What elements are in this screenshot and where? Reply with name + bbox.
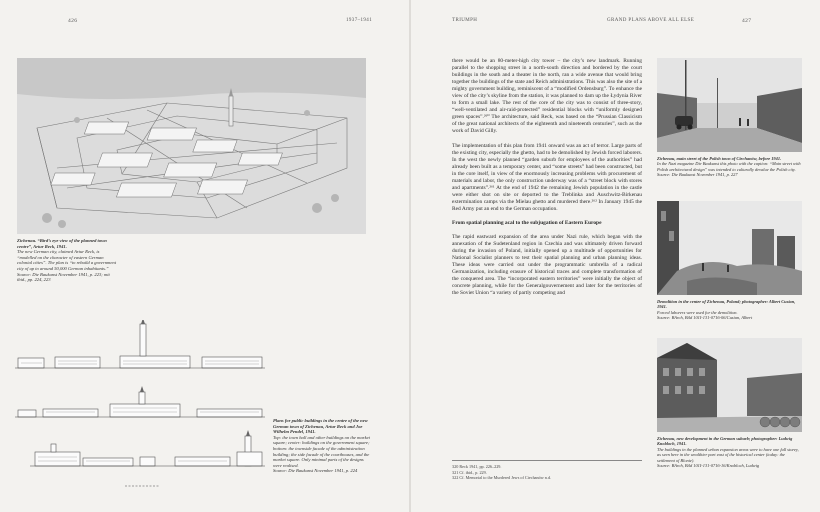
street-photo [657, 58, 802, 152]
new-development-photo-caption-title: Zichenau, new development in the German suburb; photographer: Ludwig Knobloch, 1941. [657, 436, 793, 447]
left-running-head: 1937–1941 [346, 18, 373, 23]
new-development-photo [657, 338, 802, 432]
body-paragraph: The implementation of this plan from 1941 onward was an act of terror. Large parts of the existing city, especially the ghetto, had to be demolished by Jewish forced laborers. In the west the newly planned “garden suburb for employees of the authorities” had already been built as a temporary center, and “some streets” had been constructed, but in the core itself, in view of the enormously increasing problems with procurement of materials and labor, the only construction underway was of a “street block with stores and apartments”.²⁶¹ At the end of 1942 the remaining Jewish population in the castle were either shot on site or deported to the Treblinka and Auschwitz-Birkenau extermination camps via the Mielau ghetto and murdered there.²⁶² In January 1945 the Red Army put an end to the German occupation. [452, 142, 642, 212]
new-development-photo-caption-body: The buildings in the planned urban expansion areas were to have one full storey, as seen here in the wealthier part east of the historical center (today: the settlement of Blonie). [657, 446, 799, 463]
footnotes [452, 460, 642, 481]
footnote: 320 Reck 1941, pp. 226–229. [452, 464, 502, 469]
left-page-number: 426 [68, 18, 78, 24]
rendering-caption-title: Zichenau. “Bird’s eye view of the planned town centre”, Artur Reck, 1941. [17, 238, 107, 249]
body-text-column [452, 58, 642, 304]
right-running-head-right: GRAND PLANS ABOVE ALL ELSE [607, 18, 695, 23]
street-photo-caption-body: In the Nazi magazine Die Baukunst this photo with the caption: “Main street with Polish architectural design” was intended to culturally devalue the Polish city. [657, 161, 801, 172]
demolition-photo-caption [657, 299, 802, 321]
demolition-photo-caption-body: Forced laborers were used for the demolition. [657, 309, 738, 315]
section-subheading: From spatial planning acal to the subjugation of Eastern Europe [452, 219, 602, 226]
footnote: 322 Cf. Memorial to the Murdered Jews of Ciechanów n.d. [452, 475, 552, 481]
body-paragraph: The rapid eastward expansion of the area under Nazi rule, which began with the annexation of the Sudetenland region in Czechia and was ultimately driven forward during the invasion of Poland, initially opened up a multitude of opportunities for National Socialist planners to test their spatial planning and urban planning ideas. These ideas were carried out under the programmatic umbrella of a radical Germanization, including erasure of historical traces and complete transformation of the conquered area. The “incorporated eastern territories” were initially the object of concrete planning, while for the Generalgouvernement and later for the territories of the Soviet Union “a variety of partly competing and [452, 234, 642, 297]
new-development-photo-caption [657, 436, 802, 468]
right-running-head-left: TRIUMPH [452, 18, 478, 23]
elevations-caption-body: Top: the town hall and other buildings on the market square; center: buildings on the government square; bottom: the townside facade of the administration building; the side facade of the courthouses, and the market square. Only minimal parts of the designs were realised. [273, 434, 370, 468]
demolition-photo-caption-title: Demolition in the center of Zichenau, Poland; photographer: Albert Cusian, 1941. [657, 299, 796, 310]
footnote: 321 Cf. ibid., p. 229. [452, 469, 487, 475]
rendering-caption-source: Source: Die Baukunst November 1941, p. 223; mit ibid., pp. 224, 223 [17, 271, 110, 283]
birds-eye-rendering [17, 58, 366, 234]
book-gutter [409, 0, 411, 512]
right-page-number: 427 [742, 18, 752, 24]
rendering-caption-body: The new German city, claimed Artur Reck, is “modelled on the character of eastern German colonial cities”. The plan is “to rebuild a government city of up to around 50,000 German inhabitants.” [17, 249, 116, 271]
street-photo-caption-title: Zichenau, main street of the Polish town of Ciechanów, before 1941. [657, 156, 782, 161]
building-elevation-drawings [15, 320, 270, 492]
elevations-caption-source: Source: Die Baukunst November 1941, p. 224 [273, 468, 358, 474]
demolition-photo-caption-source: Source: BArch, Bild 101I-131-0716-06/Cusian, Albert [657, 315, 753, 321]
street-photo-caption-source: Source: Die Baukunst November 1941, p. 227 [657, 172, 738, 178]
new-development-photo-caption-source: Source: BArch, Bild 101I-131-0716-16/Knobloch, Ludwig [657, 463, 760, 469]
elevations-caption-title: Plans for public buildings in the centre of the new German town of Zichenau, Artur Reck and Joe Wilhelm Pendel, 1941. [273, 418, 368, 435]
body-paragraph: there would be an 80-meter-high city tower – the city’s new landmark. Running parallel to the shopping street in a north-south direction and bordered by the court buildings in the south and a theater in the north, ran a wide avenue that would bring together the buildings of the state and Reich administrations. This was also the site of a mighty government building, reminiscent of a “modified Ordensburg”. To enhance the view of the city’s skyline from the station, it was planned to dam up the Łydynia River to form a small lake. The rest of the core of the city was to consist of three-story, “well-ventilated and air-raid-protected” residential blocks with “uniformly designed green spaces”.²⁶⁰ The architecture, said Reck, was based on the “Prussian Classicism of the great national architects of the eighteenth and nineteenth centuries”, such as the work of David Gilly. [452, 58, 642, 135]
elevations-caption [273, 418, 373, 474]
rendering-caption [17, 238, 117, 283]
street-photo-caption [657, 156, 802, 178]
demolition-photo [657, 201, 802, 295]
